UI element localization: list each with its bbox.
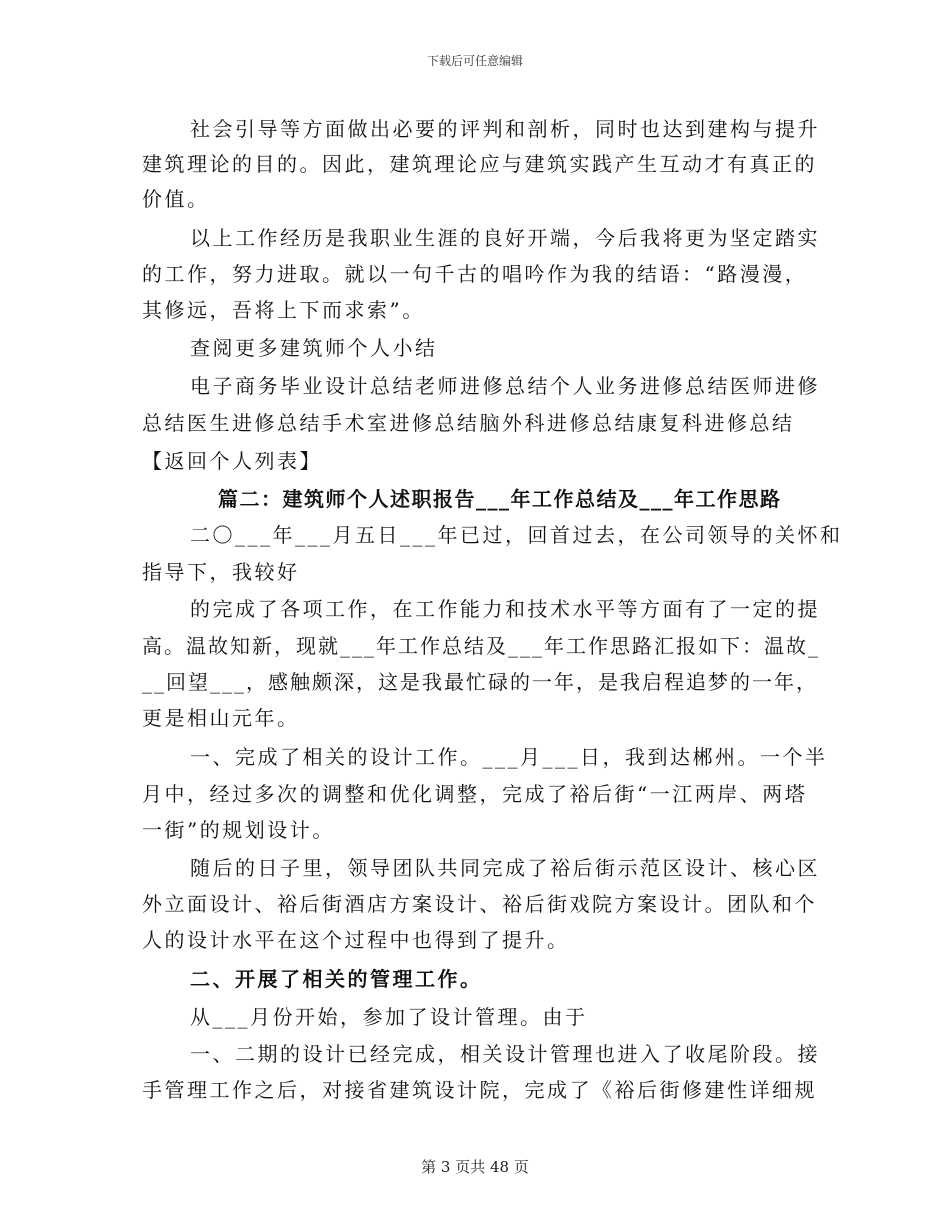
text-line: 的工作，努力进取。就以一句千古的唱吟作为我的结语：“路漫漫， <box>142 262 808 286</box>
text-line: 更是相山元年。 <box>142 706 300 730</box>
section-heading: 篇二：建筑师个人述职报告___年工作总结及___年工作思路 <box>218 487 782 511</box>
text-line: 手管理工作之后，对接省建筑设计院，完成了《裕后街修建性详细规 <box>142 1078 817 1102</box>
text-line: 一、完成了相关的设计工作。___月___日，我到达郴州。一个半 <box>190 745 828 769</box>
text-line: 一、二期的设计已经完成，相关设计管理也进入了收尾阶段。接 <box>190 1042 820 1066</box>
text-line: 以上工作经历是我职业生涯的良好开端，今后我将更为坚定踏实 <box>190 226 820 250</box>
section-heading: 二、开展了相关的管理工作。 <box>190 967 483 991</box>
text-line: 高。温故知新，现就___年工作总结及___年工作思路汇报如下：温故_ <box>142 634 820 658</box>
text-line: 其修远，吾将上下而求索”。 <box>142 298 425 322</box>
text-line: 一街”的规划设计。 <box>142 818 335 842</box>
text-line: 指导下，我较好 <box>142 560 300 584</box>
text-line: 查阅更多建筑师个人小结 <box>190 336 438 360</box>
text-line: 社会引导等方面做出必要的评判和剖析，同时也达到建构与提升 <box>190 117 820 141</box>
text-line: 随后的日子里，领导团队共同完成了裕后街示范区设计、核心区 <box>190 856 820 880</box>
text-line: 建筑理论的目的。因此，建筑理论应与建筑实践产生互动才有真正的 <box>142 152 817 176</box>
text-line: 月中，经过多次的调整和优化调整，完成了裕后街“一江两岸、两塔 <box>142 782 808 806</box>
text-line: 外立面设计、裕后街酒店方案设计、裕后街戏院方案设计。团队和个 <box>142 892 817 916</box>
page-footer: 第 3 页共 48 页 <box>421 1158 529 1176</box>
text-line: 电子商务毕业设计总结老师进修总结个人业务进修总结医师进修 <box>190 374 820 398</box>
text-line: 人的设计水平在这个过程中也得到了提升。 <box>142 928 570 952</box>
text-line: 二〇___年___月五日___年已过，回首过去，在公司领导的关怀和 <box>190 523 843 547</box>
text-line: 的完成了各项工作，在工作能力和技术水平等方面有了一定的提 <box>190 597 820 621</box>
page-header: 下载后可任意编辑 <box>426 54 523 68</box>
text-line: __回望___，感触颇深，这是我最忙碌的一年，是我启程追梦的一年， <box>142 670 818 694</box>
text-line: 从___月份开始，参加了设计管理。由于 <box>190 1005 588 1029</box>
text-line: 总结医生进修总结手术室进修总结脑外科进修总结康复科进修总结 <box>142 411 795 435</box>
back-to-list-link[interactable]: 【返回个人列表】 <box>142 449 322 473</box>
text-line: 价值。 <box>142 187 210 211</box>
